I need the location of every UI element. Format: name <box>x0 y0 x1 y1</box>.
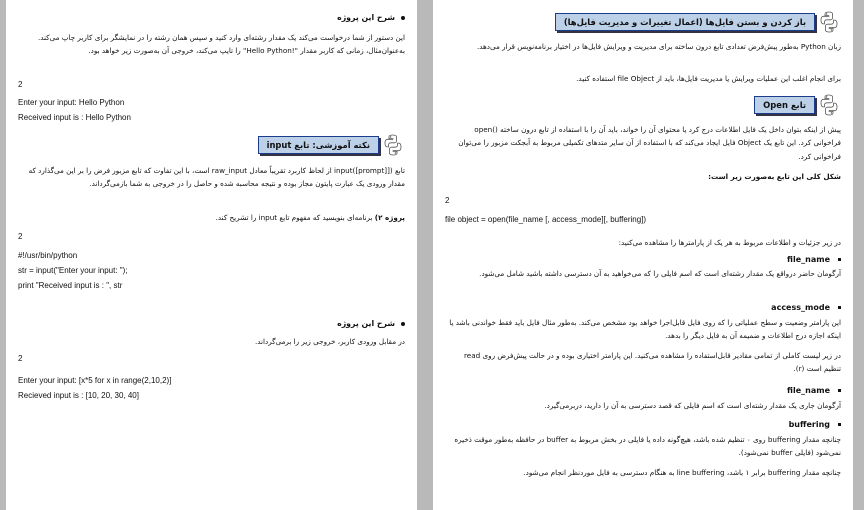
bullet-icon <box>401 322 405 326</box>
output-line: Enter your input: [x*5 for x in range(2,10,2)] <box>18 376 172 385</box>
parameter-name: file_name <box>445 384 841 398</box>
code-line-number: 2 <box>18 232 23 241</box>
bullet-icon <box>838 423 841 426</box>
parameter-description: آرگومان حاضر درواقع یک مقدار رشته‌ای است که اسم فایلی را که می‌خواهید به آن دسترسی داشته باشید شامل می‌شود. <box>479 269 841 278</box>
python-logo-icon <box>817 10 841 34</box>
section-heading: شرح این پروژه <box>18 12 405 24</box>
parameter-description: آرگومان جاری یک مقدار رشته‌ای است که اسم فایلی که قصد دسترسی به آن را دارید، دربرمی‌گیرد. <box>544 401 841 410</box>
paragraph: زبان Python به‌طور پیش‌فرض تعدادی تابع درون ساخته برای مدیریت و ویرایش فایل‌ها در اختیار برنامه‌نویس قرار می‌دهد. <box>476 42 841 51</box>
section-banner <box>445 8 841 35</box>
output-line: Received input is : Hello Python <box>18 113 131 122</box>
code-line: print "Received input is : ", str <box>18 281 123 290</box>
output-line: Recieved input is : [10, 20, 30, 40] <box>18 391 139 400</box>
code-line: str = input("Enter your input: "); <box>18 266 128 275</box>
banner-title: تابع Open <box>754 96 815 114</box>
bullet-icon <box>401 16 405 20</box>
parameter-description: چنانچه مقدار buffering برابر ۱ باشد، line buffering به هنگام دسترسی به فایل موردنظر انجام می‌شود. <box>523 468 841 477</box>
banner-title: باز کردن و بستن فایل‌ها (اعمال تغییرات و مدیریت فایل‌ها) <box>555 13 815 31</box>
document-page-right <box>433 0 853 510</box>
syntax-line: file object = open(file_name [, access_mode][, buffering]) <box>445 215 647 224</box>
paragraph: پیش از اینکه بتوان داخل یک فایل اطلاعات درج کرد یا محتوای آن را خواند، باید آن را با استفاده از تابع درون ساخته ()open فراخوانی کرد. این تابع یک Object فایل ایجاد می‌کند که با استفاده از آن سایر متدهای تکمیلی مربوط به آبجکت مزبور را می‌توان فراخوانی کرد. <box>458 125 841 161</box>
paragraph: این دستور از شما درخواست می‌کند یک مقدار رشته‌ای وارد کنید و سپس همان رشته را در نمایشگر برای کاربر چاپ می‌کند. به‌عنوان‌مثال، زمانی که کاربر مقدار "!Hello Python" را تایپ می‌کند، خروجی آن به‌صورت زیر خواهد بود. <box>37 33 405 56</box>
parameter-name: access_mode <box>445 301 841 315</box>
banner-title: نکته آموزشی: تابع input <box>258 136 379 154</box>
document-page-left <box>6 0 417 510</box>
output-line: Enter your input: Hello Python <box>18 98 125 107</box>
parameter-description: این پارامتر وضعیت و سطح عملیاتی را که روی فایل قابل‌اجرا خواهد بود مشخص می‌کند. به‌طور مثال فایل باید فقط خواندنی باشد یا اینکه اجازه درج اطلاعات و ضمیمه آن به فایل دیگر را بدهد. <box>449 318 841 341</box>
paragraph: شکل کلی این تابع به‌صورت زیر است: <box>708 172 841 181</box>
section-banner <box>18 131 405 158</box>
code-line-number: 2 <box>445 196 450 205</box>
parameter-name: buffering <box>445 418 841 432</box>
paragraph: تابع ([input([prompt] از لحاظ کاربرد تقریباً معادل raw_input است، با این تفاوت که تابع مزبور فرض را بر این می‌گذارد که مقدار ورودی یک عبارت پایتون مجاز بوده و نتیجه محاسبه شده و حاصل را در خروجی به شما بازمی‌گرداند. <box>28 166 405 189</box>
code-line-number: 2 <box>18 80 23 89</box>
code-line: #!/usr/bin/python <box>18 251 78 260</box>
bullet-icon <box>838 306 841 309</box>
bullet-icon <box>838 258 841 261</box>
paragraph: در زیر جزئیات و اطلاعات مربوط به هر یک از پارامترها را مشاهده می‌کنید: <box>618 238 841 247</box>
section-banner <box>445 91 841 118</box>
parameter-description: چنانچه مقدار buffering روی ۰ تنظیم شده باشد، هیچ‌گونه داده یا فایلی در بخش مربوط به buffer در حافظه به‌طور موقت ذخیره نمی‌شود (فایلی buffer نمی‌شود). <box>454 435 841 458</box>
python-logo-icon <box>381 133 405 157</box>
paragraph: در مقابل ورودی کاربر، خروجی زیر را برمی‌گرداند. <box>254 337 405 346</box>
code-line-number: 2 <box>18 354 23 363</box>
section-heading: شرح این پروژه <box>18 318 405 330</box>
parameter-name: file_name <box>445 253 841 267</box>
python-logo-icon <box>817 93 841 117</box>
project-statement: پروژه ۲) برنامه‌ای بنویسید که مفهوم تابع input را تشریح کند. <box>215 213 405 222</box>
bullet-icon <box>838 389 841 392</box>
paragraph: برای انجام اغلب این عملیات ویرایش یا مدیریت فایل‌ها، باید از file Object استفاده کنید. <box>576 74 841 83</box>
parameter-description: در زیر لیست کاملی از تمامی مقادیر قابل‌استفاده را مشاهده می‌کنید. این پارامتر اختیاری بوده و در حالت پیش‌فرض روی read تنظیم است (r). <box>464 351 841 374</box>
